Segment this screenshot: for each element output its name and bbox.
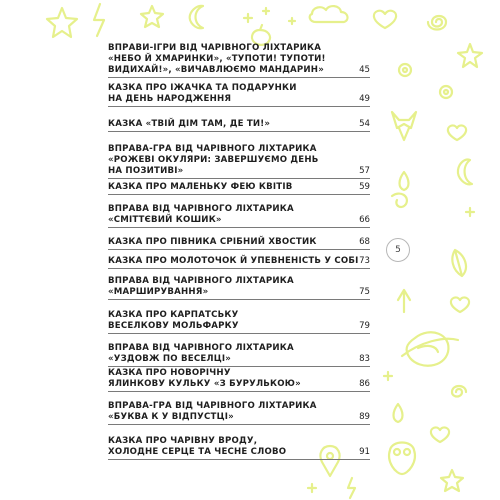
bolt-icon [348, 478, 355, 498]
toc-entry-title-line: ВЕСЕЛКОВУ МОЛЬФАРКУ [108, 321, 239, 331]
toc-entry-page-number: 79 [359, 321, 370, 331]
toc-entry [108, 144, 370, 177]
toc-entry-title-line: ВПРАВА ВІД ЧАРІВНОГО ЛІХТАРИКА [108, 276, 294, 286]
apple-icon [252, 25, 270, 45]
toc-entry-underline [108, 249, 370, 250]
flower-icon [440, 86, 452, 98]
toc-entry-title [108, 43, 330, 76]
toc-entry [108, 43, 370, 76]
toc-entry-title-line: ХОЛОДНЕ СЕРЦЕ ТА ЧЕСНЕ СЛОВО [108, 447, 287, 457]
toc-entry [108, 182, 370, 193]
toc-entry-title-line: «НЕБО Й ХМАРИНКИ», «ТУПОТИ! ТУПОТИ! [108, 54, 326, 64]
toc-entry-title-line: НА ПОЗИТИВІ» [108, 166, 184, 176]
toc-entry-title [108, 436, 330, 458]
toc-entry-title-line: «РОЖЕВІ ОКУЛЯРИ: ЗАВЕРШУЄМО ДЕНЬ [108, 155, 319, 165]
toc-entry-title-line: КАЗКА ПРО МОЛОТОЧОК Й УПЕВНЕНІСТЬ У СОБІ [108, 256, 359, 266]
drop-icon [394, 404, 403, 422]
toc-entry-page-number: 66 [359, 215, 370, 225]
toc-entry-title [108, 182, 330, 193]
toc-entry-underline [108, 77, 370, 78]
toc-entry-title-line: КАЗКА ПРО ІЖАЧКА ТА ПОДАРУНКИ [108, 83, 297, 93]
toc-entry-underline [108, 424, 370, 425]
toc-entry-page-number: 86 [359, 379, 370, 389]
toc-entry-title-line: КАЗКА ПРО ЧАРІВНУ ВРОДУ, [108, 436, 258, 446]
toc-entry [108, 401, 370, 423]
sparkle-icon [289, 18, 295, 24]
page-number: 5 [395, 245, 401, 255]
sparkle-icon [308, 484, 316, 492]
toc-entry-title [108, 204, 330, 226]
toc-entry [108, 83, 370, 105]
moon-icon [190, 6, 203, 28]
toc-entry [108, 256, 370, 267]
toc-entry-title [108, 237, 330, 248]
toc-entry-page-number: 54 [359, 119, 370, 129]
toc-entry-title-line: «БУКВА К У ВІДПУСТЦІ» [108, 412, 234, 422]
toc-entry-underline [108, 299, 370, 300]
flower-icon [399, 64, 411, 76]
toc-entry-underline [108, 459, 370, 460]
drop-icon [400, 172, 409, 190]
toc-entry-title-line: «МАРШИРУВАННЯ» [108, 287, 209, 297]
toc-entry-title [108, 343, 330, 365]
moon-icon [458, 160, 472, 185]
toc-entry-title [108, 256, 359, 267]
star-icon [441, 470, 463, 491]
toc-entry-page-number: 57 [359, 166, 370, 176]
toc-entry-page-number: 75 [359, 287, 370, 297]
sparkle-icon [466, 208, 474, 216]
toc-entry-title [108, 119, 330, 130]
toc-entry-underline [108, 391, 370, 392]
toc-entry-title-line: ВИДИХАЙ!», «ВИЧАВЛЮЄМО МАНДАРИН» [108, 65, 324, 75]
toc-entry-title [108, 83, 330, 105]
toc-entry-title-line: ВПРАВА-ГРА ВІД ЧАРІВНОГО ЛІХТАРИКА [108, 144, 317, 154]
owl-icon [389, 443, 415, 475]
toc-entry-title-line: ВПРАВИ-ІГРИ ВІД ЧАРІВНОГО ЛІХТАРИКА [108, 43, 322, 53]
toc-entry-title-line: ВПРАВА ВІД ЧАРІВНОГО ЛІХТАРИКА [108, 204, 294, 214]
toc-entry-title-line: ВПРАВА-ГРА ВІД ЧАРІВНОГО ЛІХТАРИКА [108, 401, 317, 411]
toc-entry [108, 276, 370, 298]
toc-entry-underline [108, 227, 370, 228]
star-icon [47, 8, 77, 37]
toc-entry-title-line: КАЗКА ПРО МАЛЕНЬКУ ФЕЮ КВІТІВ [108, 182, 293, 192]
swirl-icon [392, 194, 407, 207]
heart-icon [451, 297, 469, 312]
heart-icon [374, 11, 396, 28]
toc-entry-title [108, 144, 330, 177]
heart-icon [448, 125, 466, 140]
toc-entry [108, 237, 370, 248]
toc-entry [108, 368, 370, 390]
toc-entry-title-line: КАЗКА ПРО ПІВНИКА СРІБНИЙ ХВОСТИК [108, 237, 317, 247]
toc-entry-title-line: «СМІТТЄВИЙ КОШИК» [108, 215, 222, 225]
toc-entry [108, 436, 370, 458]
sparkle-icon [263, 8, 269, 14]
toc-entry [108, 343, 370, 365]
toc-entry [108, 204, 370, 226]
toc-entry-title-line: КАЗКА ПРО НОВОРІЧНУ [108, 368, 231, 378]
toc-entry [108, 310, 370, 332]
toc-entry-title [108, 401, 330, 423]
spiral-icon [428, 16, 446, 30]
toc-entry-title-line: НА ДЕНЬ НАРОДЖЕННЯ [108, 94, 232, 104]
page-number-badge [386, 238, 410, 262]
toc-entry-underline [108, 268, 370, 269]
toc-entry-underline [108, 178, 370, 179]
spiral-icon [452, 386, 466, 397]
toc-entry-title-line: ЯЛИНКОВУ КУЛЬКУ «З БУРУЛЬКОЮ» [108, 379, 301, 389]
toc-entry-page-number: 49 [359, 94, 370, 104]
toc-entry-title-line: КАЗКА «ТВІЙ ДІМ ТАМ, ДЕ ТИ!» [108, 119, 271, 129]
toc-entry-underline [108, 194, 370, 195]
toc-entry-underline [108, 131, 370, 132]
toc-entry-title [108, 368, 330, 390]
sparkle-icon [384, 372, 392, 380]
toc-entry-page-number: 91 [359, 447, 370, 457]
toc-entry-title-line: «УЗДОВЖ ПО ВЕСЕЛЦІ» [108, 354, 232, 364]
toc-entry-page-number: 83 [359, 354, 370, 364]
toc-entry-underline [108, 106, 370, 107]
heart-icon [431, 427, 449, 442]
toc-entry-underline [108, 366, 370, 367]
toc-entry-title [108, 276, 330, 298]
toc-entry-title [108, 310, 330, 332]
fox-icon [392, 112, 416, 140]
toc-entry-page-number: 45 [359, 65, 370, 75]
arrow-icon [398, 290, 410, 312]
toc-entry-underline [108, 333, 370, 334]
toc-entry-page-number: 68 [359, 237, 370, 247]
star-icon [458, 44, 482, 67]
sparkle-icon [244, 14, 252, 22]
star-icon [141, 6, 163, 27]
toc-entry-page-number: 73 [359, 256, 370, 266]
toc-entry-page-number: 89 [359, 412, 370, 422]
bolt-icon [94, 4, 104, 36]
toc-entry-title-line: КАЗКА ПРО КАРПАТСЬКУ [108, 310, 239, 320]
toc-entry-page-number: 59 [359, 182, 370, 192]
toc-entry [108, 119, 370, 130]
toc-entry-title-line: ВПРАВА ВІД ЧАРІВНОГО ЛІХТАРИКА [108, 343, 294, 353]
cloud-icon [310, 6, 348, 22]
leaf-icon [452, 250, 466, 276]
